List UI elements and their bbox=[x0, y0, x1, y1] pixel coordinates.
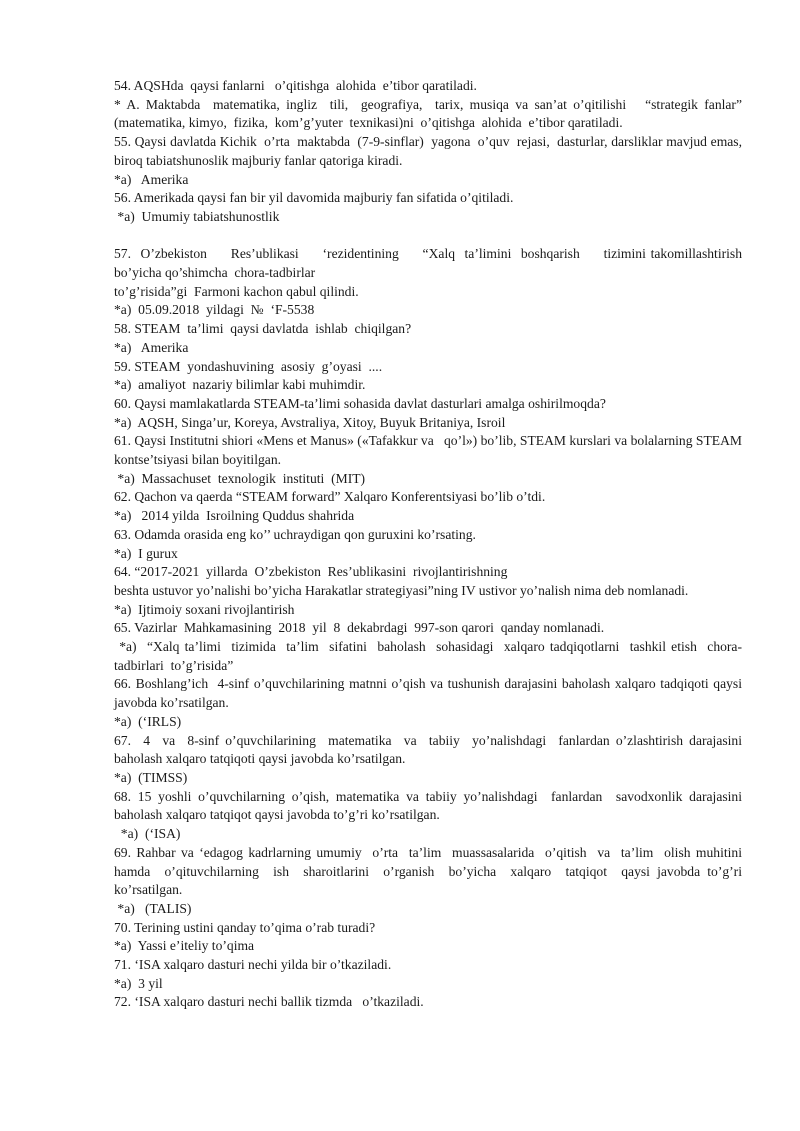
question-line: 60. Qaysi mamlakatlarda STEAM-ta’limi sohasida davlat dasturlari amalga oshirilmoqda? bbox=[114, 395, 606, 411]
answer-line: *a) 2014 yilda Isroilning Quddus shahrida bbox=[114, 508, 355, 524]
answer-line: *a) AQSH, Singa’ur, Koreya, Avstraliya, Xitoy, Buyuk Britaniya, Isroil bbox=[114, 414, 506, 430]
answer-line: *a) 3 yil bbox=[114, 975, 163, 991]
answer-line: *a) Massachuset texnologik instituti (MIT) bbox=[114, 470, 366, 486]
question-line: 71. ‘ISA xalqaro dasturi nechi yilda bir o’tkaziladi. bbox=[114, 957, 392, 973]
question-line: 64. “2017-2021 yillarda O’zbekiston Res’ublikasini rivojlantirishning bbox=[114, 564, 508, 580]
question-line: 55. Qaysi davlatda Kichik o’rta maktabda (7-9-sinflar) yagona o’quv rejasi, dasturlar, darsliklar mavjud emas, biroq tabiatshunoslik majburiy fanlar qatoriga kiradi. bbox=[114, 134, 746, 168]
question-line: 72. ‘ISA xalqaro dasturi nechi ballik tizmda o’tkaziladi. bbox=[114, 994, 424, 1010]
answer-line: *a) Ijtimoiy soxani rivojlantirish bbox=[114, 601, 295, 617]
answer-line: *a) (‘ISA) bbox=[114, 826, 181, 842]
answer-line: *a) (TALIS) bbox=[114, 900, 192, 916]
document-page bbox=[114, 77, 749, 1012]
answer-line: *a) Amerika bbox=[114, 171, 189, 187]
question-line: 58. STEAM ta’limi qaysi davlatda ishlab chiqilgan? bbox=[114, 321, 412, 337]
answer-line: *a) “Xalq ta’limi tizimida ta’lim sifatini baholash sohasidagi xalqaro tadqiqotlarni tashkil etish chora-tadbirlari to’g’risida” bbox=[114, 639, 742, 673]
question-line: 54. AQSHda qaysi fanlarni o’qitishga alohida e’tibor qaratiladi. bbox=[114, 78, 477, 93]
question-line: 66. Boshlang’ich 4-sinf o’quvchilarining matnni o’qish va tushunish darajasini baholash xalqaro tadqiqoti qaysi javobda ko’rsatilgan. bbox=[114, 676, 746, 711]
question-line: beshta ustuvor yo’nalishi bo’yicha Harakatlar strategiyasi”ning IV ustivor yo’nalish nima deb nomlanadi. bbox=[114, 582, 689, 598]
question-line: 63. Odamda orasida eng ko’’ uchraydigan qon guruxini ko’rsating. bbox=[114, 526, 476, 542]
question-line: to’g’risida”gi Farmoni kachon qabul qilindi. bbox=[114, 283, 359, 299]
question-line: 62. Qachon va qaerda “STEAM forward” Xalqaro Konferentsiyasi bo’lib o’tdi. bbox=[114, 489, 546, 505]
answer-line: *a) Amerika bbox=[114, 339, 189, 355]
answer-line: *a) 05.09.2018 yildagi № ‘F-5538 bbox=[114, 302, 315, 318]
answer-line: *a) I gurux bbox=[114, 545, 178, 561]
question-line: 70. Terining ustini qanday to’qima o’rab turadi? bbox=[114, 919, 376, 935]
question-line: 67. 4 va 8-sinf o’quvchilarining matematika va tabiiy yo’nalishdagi fanlardan o’zlashtirish darajasini baholash xalqaro tatqiqoti qaysi javobda ko’rsatilgan. bbox=[114, 732, 749, 767]
answer-line: *a) (‘IRLS) bbox=[114, 713, 182, 729]
question-line: 61. Qaysi Institutni shiori «Mens et Manus» («Tafakkur va qo’l») bo’lib, STEAM kurslari va bolalarning STEAM kontse’tsiyasi bilan boyitilgan. bbox=[114, 433, 746, 468]
question-line: 65. Vazirlar Mahkamasining 2018 yil 8 dekabrdagi 997-son qarori qanday nomlanadi. bbox=[114, 620, 605, 636]
question-line: 68. 15 yoshli o’quvchilarning o’qish, matematika va tabiiy yo’nalishdagi fanlardan savodxonlik darajasini baholash xalqaro tatqiqot qaysi javobda to’g’ri ko’rsatilgan. bbox=[114, 788, 749, 823]
question-line: 56. Amerikada qaysi fan bir yil davomida majburiy fan sifatida o’qitiladi. bbox=[114, 190, 514, 206]
answer-line: * A. Maktabda matematika, ingliz tili, geografiya, tarix, musiqa va san’at o’qitilishi “strategik fanlar” (matematika, kimyo, fizika, kom’g’yuter texnikasi)ni o’qitishga alohida e’tibor qaratiladi. bbox=[114, 96, 749, 131]
answer-line: *a) Umumiy tabiatshunostlik bbox=[114, 208, 280, 224]
answer-line: *a) (TIMSS) bbox=[114, 770, 188, 785]
question-line: 59. STEAM yondashuvining asosiy g’oyasi .... bbox=[114, 358, 383, 374]
question-line: 57. O’zbekiston Res’ublikasi ‘rezidentining “Xalq ta’limini boshqarish tizimini takomillashtirish bo’yicha qo’shimcha chora-tadbirlar bbox=[114, 246, 749, 281]
blank-line bbox=[114, 227, 742, 246]
answer-line: *a) amaliyot nazariy bilimlar kabi muhimdir. bbox=[114, 377, 366, 393]
answer-line: *a) Yassi e’iteliy to’qima bbox=[114, 938, 255, 954]
question-line: 69. Rahbar va ‘edagog kadrlarning umumiy o’rta ta’lim muassasalarida o’qitish va ta’lim olish muhitini hamda o’qituvchilarning ish sharoitlarini o’rganish bo’yicha xalqaro tatqiqot qaysi javobda to’g’ri ko’rsatilgan. bbox=[114, 844, 749, 898]
